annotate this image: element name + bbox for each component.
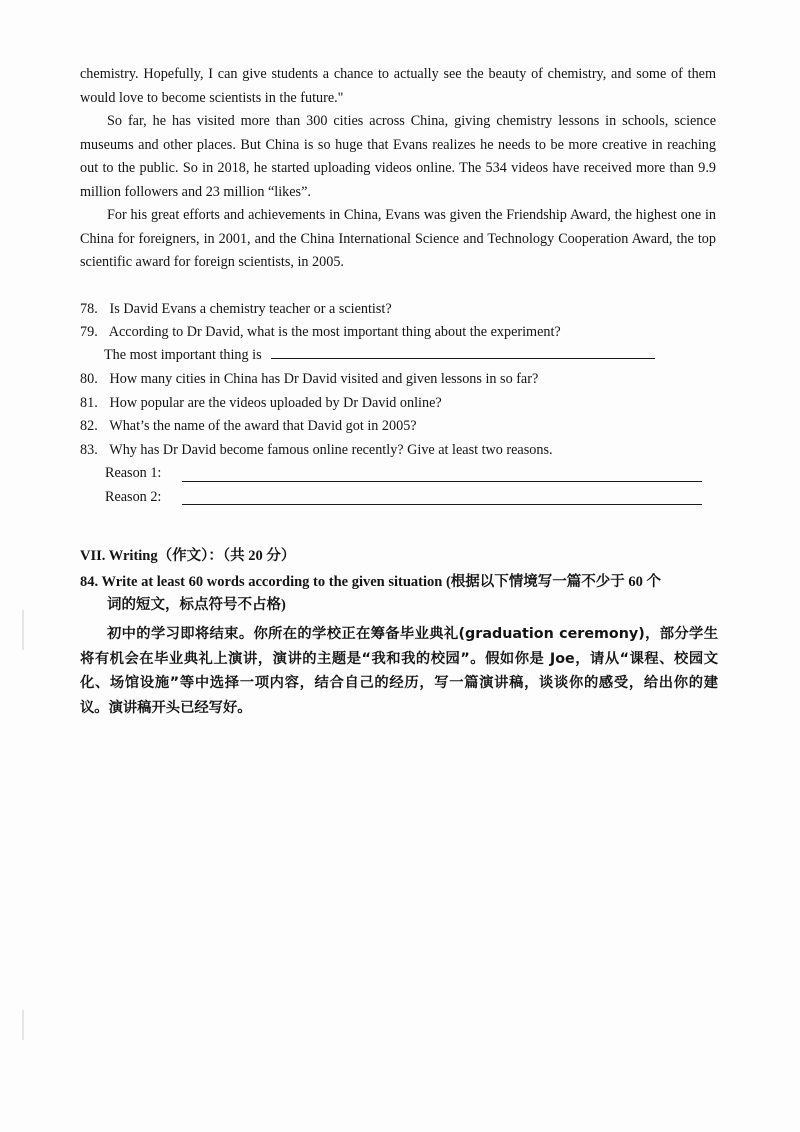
question-text: According to Dr David, what is the most important thing about the experiment? [108,324,561,340]
question-text: How popular are the videos uploaded by Dr David online? [109,395,442,411]
question-82 [80,415,720,439]
scan-edge-mark [22,610,24,650]
question-number: 83. [80,442,98,458]
writing-task-line-2: 词的短文，标点符号不占格) [107,597,286,613]
reason-1-blank-line[interactable] [182,481,702,482]
reason-2-blank-line[interactable] [182,504,702,505]
reason-1-label: Reason 1: [105,465,162,481]
writing-task-line-1: 84. Write at least 60 words according to the given situation (根据以下情境写一篇不少于 60 个 [80,574,662,590]
passage-paragraph-1: chemistry. Hopefully, I can give students a chance to actually see the beauty of chemistry, and some of them would love to become scientists in the future." [80,66,716,106]
writing-section-heading: VII. Writing（作文）：（共 20 分） [80,548,296,564]
question-79-answer [104,344,684,368]
answer-blank-line[interactable] [271,357,655,359]
question-78 [80,298,720,322]
question-text: Is David Evans a chemistry teacher or a scientist? [109,301,392,317]
question-83 [80,439,720,463]
question-80 [80,368,720,392]
answer-prompt: The most important thing is [104,347,262,363]
passage-paragraph-3: For his great efforts and achievements in China, Evans was given the Friendship Award, the highest one in China for foreigners, in 2001, and the China International Science and Technology Cooperation Award, the top scientific award for foreign scientists, in 2005. [80,207,716,270]
passage-paragraph-2: So far, he has visited more than 300 cities across China, giving chemistry lessons in schools, science museums and other places. But China is so huge that Evans realizes he needs to be more creative in reaching out to the public. So in 2018, he started uploading videos online. The 534 videos have received more than 9.9 million followers and 23 million “likes”. [80,113,716,200]
question-79 [80,321,720,345]
question-number: 80. [80,371,98,387]
question-text: What’s the name of the award that David got in 2005? [109,418,417,434]
question-number: 78. [80,301,98,317]
writing-situation: 初中的学习即将结束。你所在的学校正在筹备毕业典礼(graduation ceremony)，部分学生将有机会在毕业典礼上演讲，演讲的主题是“我和我的校园”。假如你是 Joe，请从“课程、校园文化、场馆设施”等中选择一项内容，结合自己的经历，写一篇演讲稿，谈谈你的感受，给出你的建议。演讲稿开头已经写好。 [80,626,718,716]
question-number: 81. [80,395,98,411]
reading-passage [80,63,716,275]
question-text: Why has Dr David become famous online recently? Give at least two reasons. [109,442,553,458]
writing-task [80,571,720,617]
question-number: 79. [80,324,98,340]
reason-2-label: Reason 2: [105,489,162,505]
question-81 [80,392,720,416]
question-number: 82. [80,418,98,434]
question-text: How many cities in China has Dr David visited and given lessons in so far? [109,371,539,387]
scan-edge-mark [22,1010,24,1040]
